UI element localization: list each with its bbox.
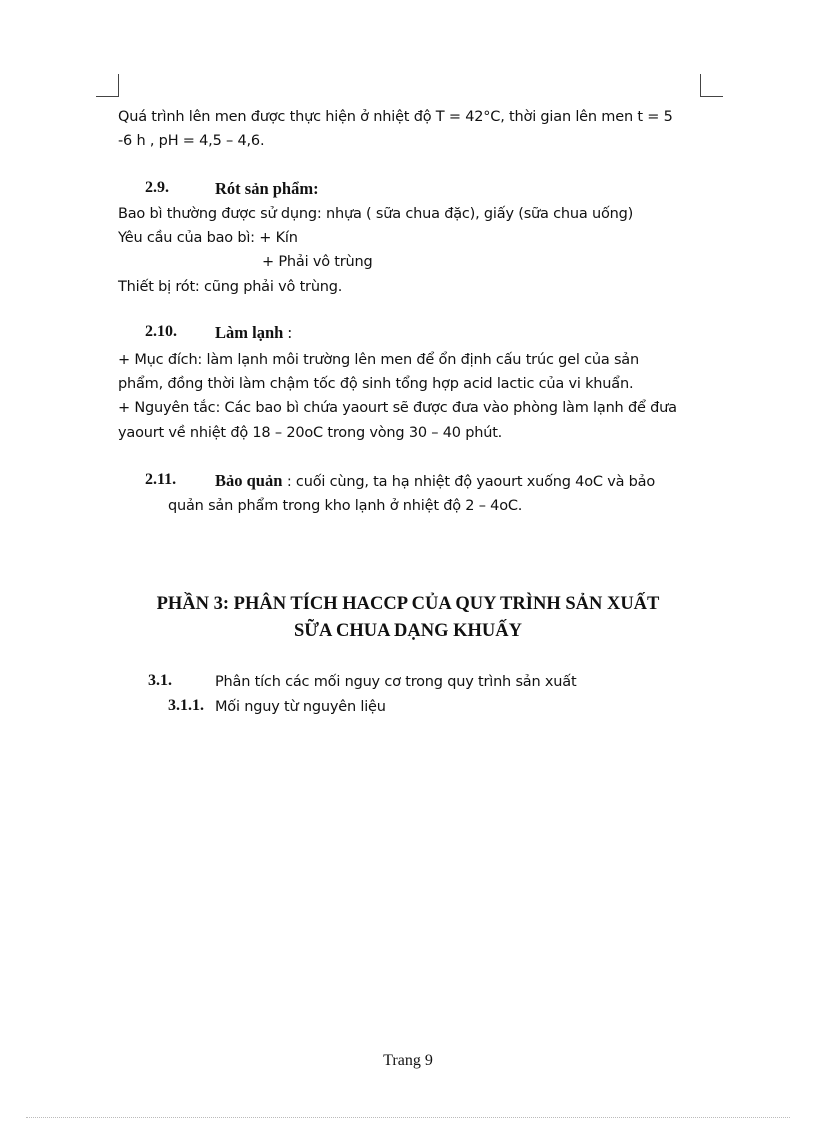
section-2-9-line-3: + Phải vô trùng: [262, 254, 373, 270]
section-2-9-number: 2.9.: [145, 179, 169, 196]
section-2-9-line-4: Thiết bị rót: cũng phải vô trùng.: [118, 279, 343, 295]
section-3-1-1-number: 3.1.1.: [168, 697, 204, 714]
section-2-10-number: 2.10.: [145, 323, 177, 340]
section-2-11-number: 2.11.: [145, 471, 177, 488]
section-2-11-first-line: [215, 471, 655, 492]
section-2-10-heading: [215, 323, 292, 343]
section-2-10-line-2: phẩm, đồng thời làm chậm tốc độ sinh tổng hợp acid lactic của vi khuẩn.: [118, 376, 634, 392]
section-2-9-title: Rót sản phẩm:: [215, 179, 319, 198]
part-3-title-line-2: SỮA CHUA DẠNG KHUẤY: [293, 621, 522, 641]
section-3-1-1-title: Mối nguy từ nguyên liệu: [215, 699, 386, 715]
part-3-title-line-1: PHẦN 3: PHÂN TÍCH HACCP CỦA QUY TRÌNH SẢN XUẤT: [156, 594, 660, 614]
page-corner-mark-left: [96, 74, 119, 97]
fermentation-line-2: -6 h , pH = 4,5 – 4,6.: [118, 133, 265, 149]
section-2-10-line-3: + Nguyên tắc: Các bao bì chứa yaourt sẽ được đưa vào phòng làm lạnh để đưa: [118, 400, 677, 416]
section-2-10-title: Làm lạnh: [215, 323, 284, 342]
section-2-11-title: Bảo quản: [215, 471, 283, 490]
section-2-10-line-1: + Mục đích: làm lạnh môi trường lên men để ổn định cấu trúc gel của sản: [118, 352, 639, 368]
page-corner-mark-right: [700, 74, 723, 97]
section-3-1-number: 3.1.: [148, 672, 172, 689]
section-2-11-text-2: quản sản phẩm trong kho lạnh ở nhiệt độ 2 – 4oC.: [168, 498, 523, 514]
page-number: Trang 9: [383, 1052, 433, 1069]
fermentation-line-1: Quá trình lên men được thực hiện ở nhiệt độ T = 42°C, thời gian lên men t = 5: [118, 109, 673, 125]
section-2-10-title-suffix: :: [283, 323, 293, 342]
section-2-9-line-1: Bao bì thường được sử dụng: nhựa ( sữa chua đặc), giấy (sữa chua uống): [118, 206, 634, 222]
section-2-11-text-1: : cuối cùng, ta hạ nhiệt độ yaourt xuống 4oC và bảo: [282, 474, 656, 490]
page-bottom-rule: [26, 1117, 790, 1118]
section-3-1-title: Phân tích các mối nguy cơ trong quy trình sản xuất: [215, 674, 577, 690]
section-2-9-line-2: Yêu cầu của bao bì: + Kín: [118, 230, 298, 246]
section-2-10-line-4: yaourt về nhiệt độ 18 – 20oC trong vòng 30 – 40 phút.: [118, 425, 503, 441]
